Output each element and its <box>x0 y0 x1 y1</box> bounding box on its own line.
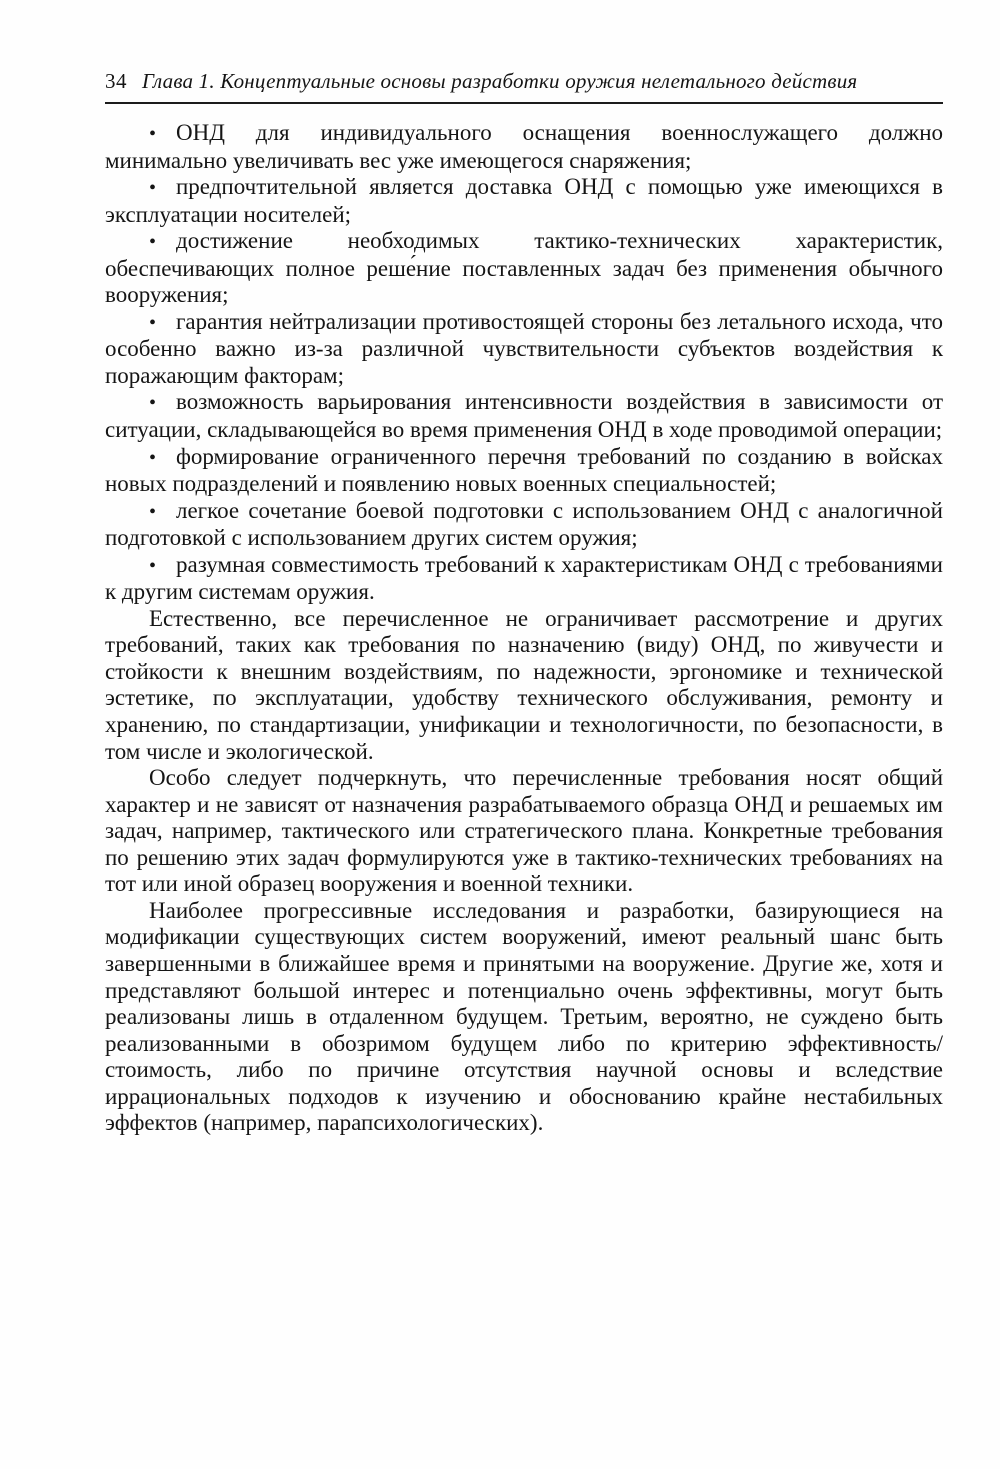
paragraph-text: предпочтительной является доставка ОНД с помощью уже имеющихся в эксплуатации носителей; <box>105 174 943 227</box>
bullet-icon: • <box>149 392 157 415</box>
bullet-item <box>105 309 943 390</box>
bullet-icon: • <box>149 311 157 334</box>
paragraph-text: формирование ограниченного перечня требований по созданию в войсках новых подразделений и появлению новых военных специальностей; <box>105 443 943 497</box>
paragraph-text: возможность варьирования интенсивности воздействия в зависимости от ситуации, складывающейся во время применения ОНД в ходе проводимой операции; <box>105 389 943 443</box>
paragraph <box>105 898 943 1137</box>
paragraph-text: гарантия нейтрализации противостоящей стороны без летального исхода, что особенно важно из-за различной чувствительности субъектов воздействия к поражающим факторам; <box>105 308 943 388</box>
bullet-icon: • <box>149 446 157 469</box>
bullet-item <box>105 552 943 606</box>
bullet-icon: • <box>149 123 157 145</box>
paragraph-text: достижение необходимых тактико-технических характеристик, обеспечивающих полное реше́ние поставленных задач без применения обычного вооружения; <box>105 228 943 308</box>
bullet-item <box>105 389 943 443</box>
bullet-item <box>105 228 943 309</box>
paragraph-text: Естественно, все перечисленное не ограничивает рассмотрение и других требований, таких как требования по назначению (виду) ОНД, по живучести и стойкости к внешним воздействиям, по надежности, эргономике и технической эстетике, по эксплуатации, удобству технического обслуживания, ремонту и хранению, по стандартизации, унификации и технологичности, по безопасности, в том числе и экологической. <box>105 605 943 764</box>
bullet-icon: • <box>149 554 157 577</box>
paragraph <box>105 606 943 765</box>
running-header <box>105 70 943 104</box>
paragraph-text: разумная совместимость требований к характеристикам ОНД с требованиями к другим системам оружия. <box>105 551 943 605</box>
bullet-item <box>105 120 943 174</box>
bullet-icon: • <box>149 500 157 523</box>
paragraph-text: ОНД для индивидуального оснащения военнослужащего должно минимально увеличивать вес уже имеющегося снаряжения; <box>105 120 943 173</box>
page-body <box>105 120 943 1137</box>
page-number: 34 <box>105 69 127 93</box>
bullet-item <box>105 174 943 228</box>
chapter-title: Глава 1. Концептуальные основы разработки оружия нелетального действия <box>142 69 858 93</box>
bullet-item <box>105 498 943 552</box>
paragraph-text: легкое сочетание боевой подготовки с использованием ОНД с аналогичной подготовкой с использованием других систем оружия; <box>105 497 943 551</box>
paragraph-text: Наиболее прогрессивные исследования и разработки, базирующиеся на модификации существующих систем вооружений, имеют реальный шанс быть завершенными в ближайшее время и принятыми на вооружение. Другие же, хотя и представляют большой интерес и потенциально очень эффективны, могут быть реализованы лишь в отдаленном будущем. Третьим, вероятно, не суждено быть реализованными в обозримом будущем либо по критерию эффективность/стоимость, либо по причине отсутствия научной основы и вследствие иррациональных подходов к изучению и обоснованию крайне нестабильных эффектов (например, парапсихологических). <box>105 897 943 1136</box>
bullet-icon: • <box>149 177 157 200</box>
paragraph-text: Особо следует подчеркнуть, что перечисленные требования носят общий характер и не зависят от назначения разрабатываемого образца ОНД и решаемых им задач, например, тактического или стратегического плана. Конкретные требования по решению этих задач формулируются уже в тактико-технических требованиях на тот или иной образец вооружения и военной техники. <box>105 765 943 897</box>
bullet-item <box>105 444 943 498</box>
paragraph <box>105 765 943 898</box>
bullet-icon: • <box>149 231 157 254</box>
